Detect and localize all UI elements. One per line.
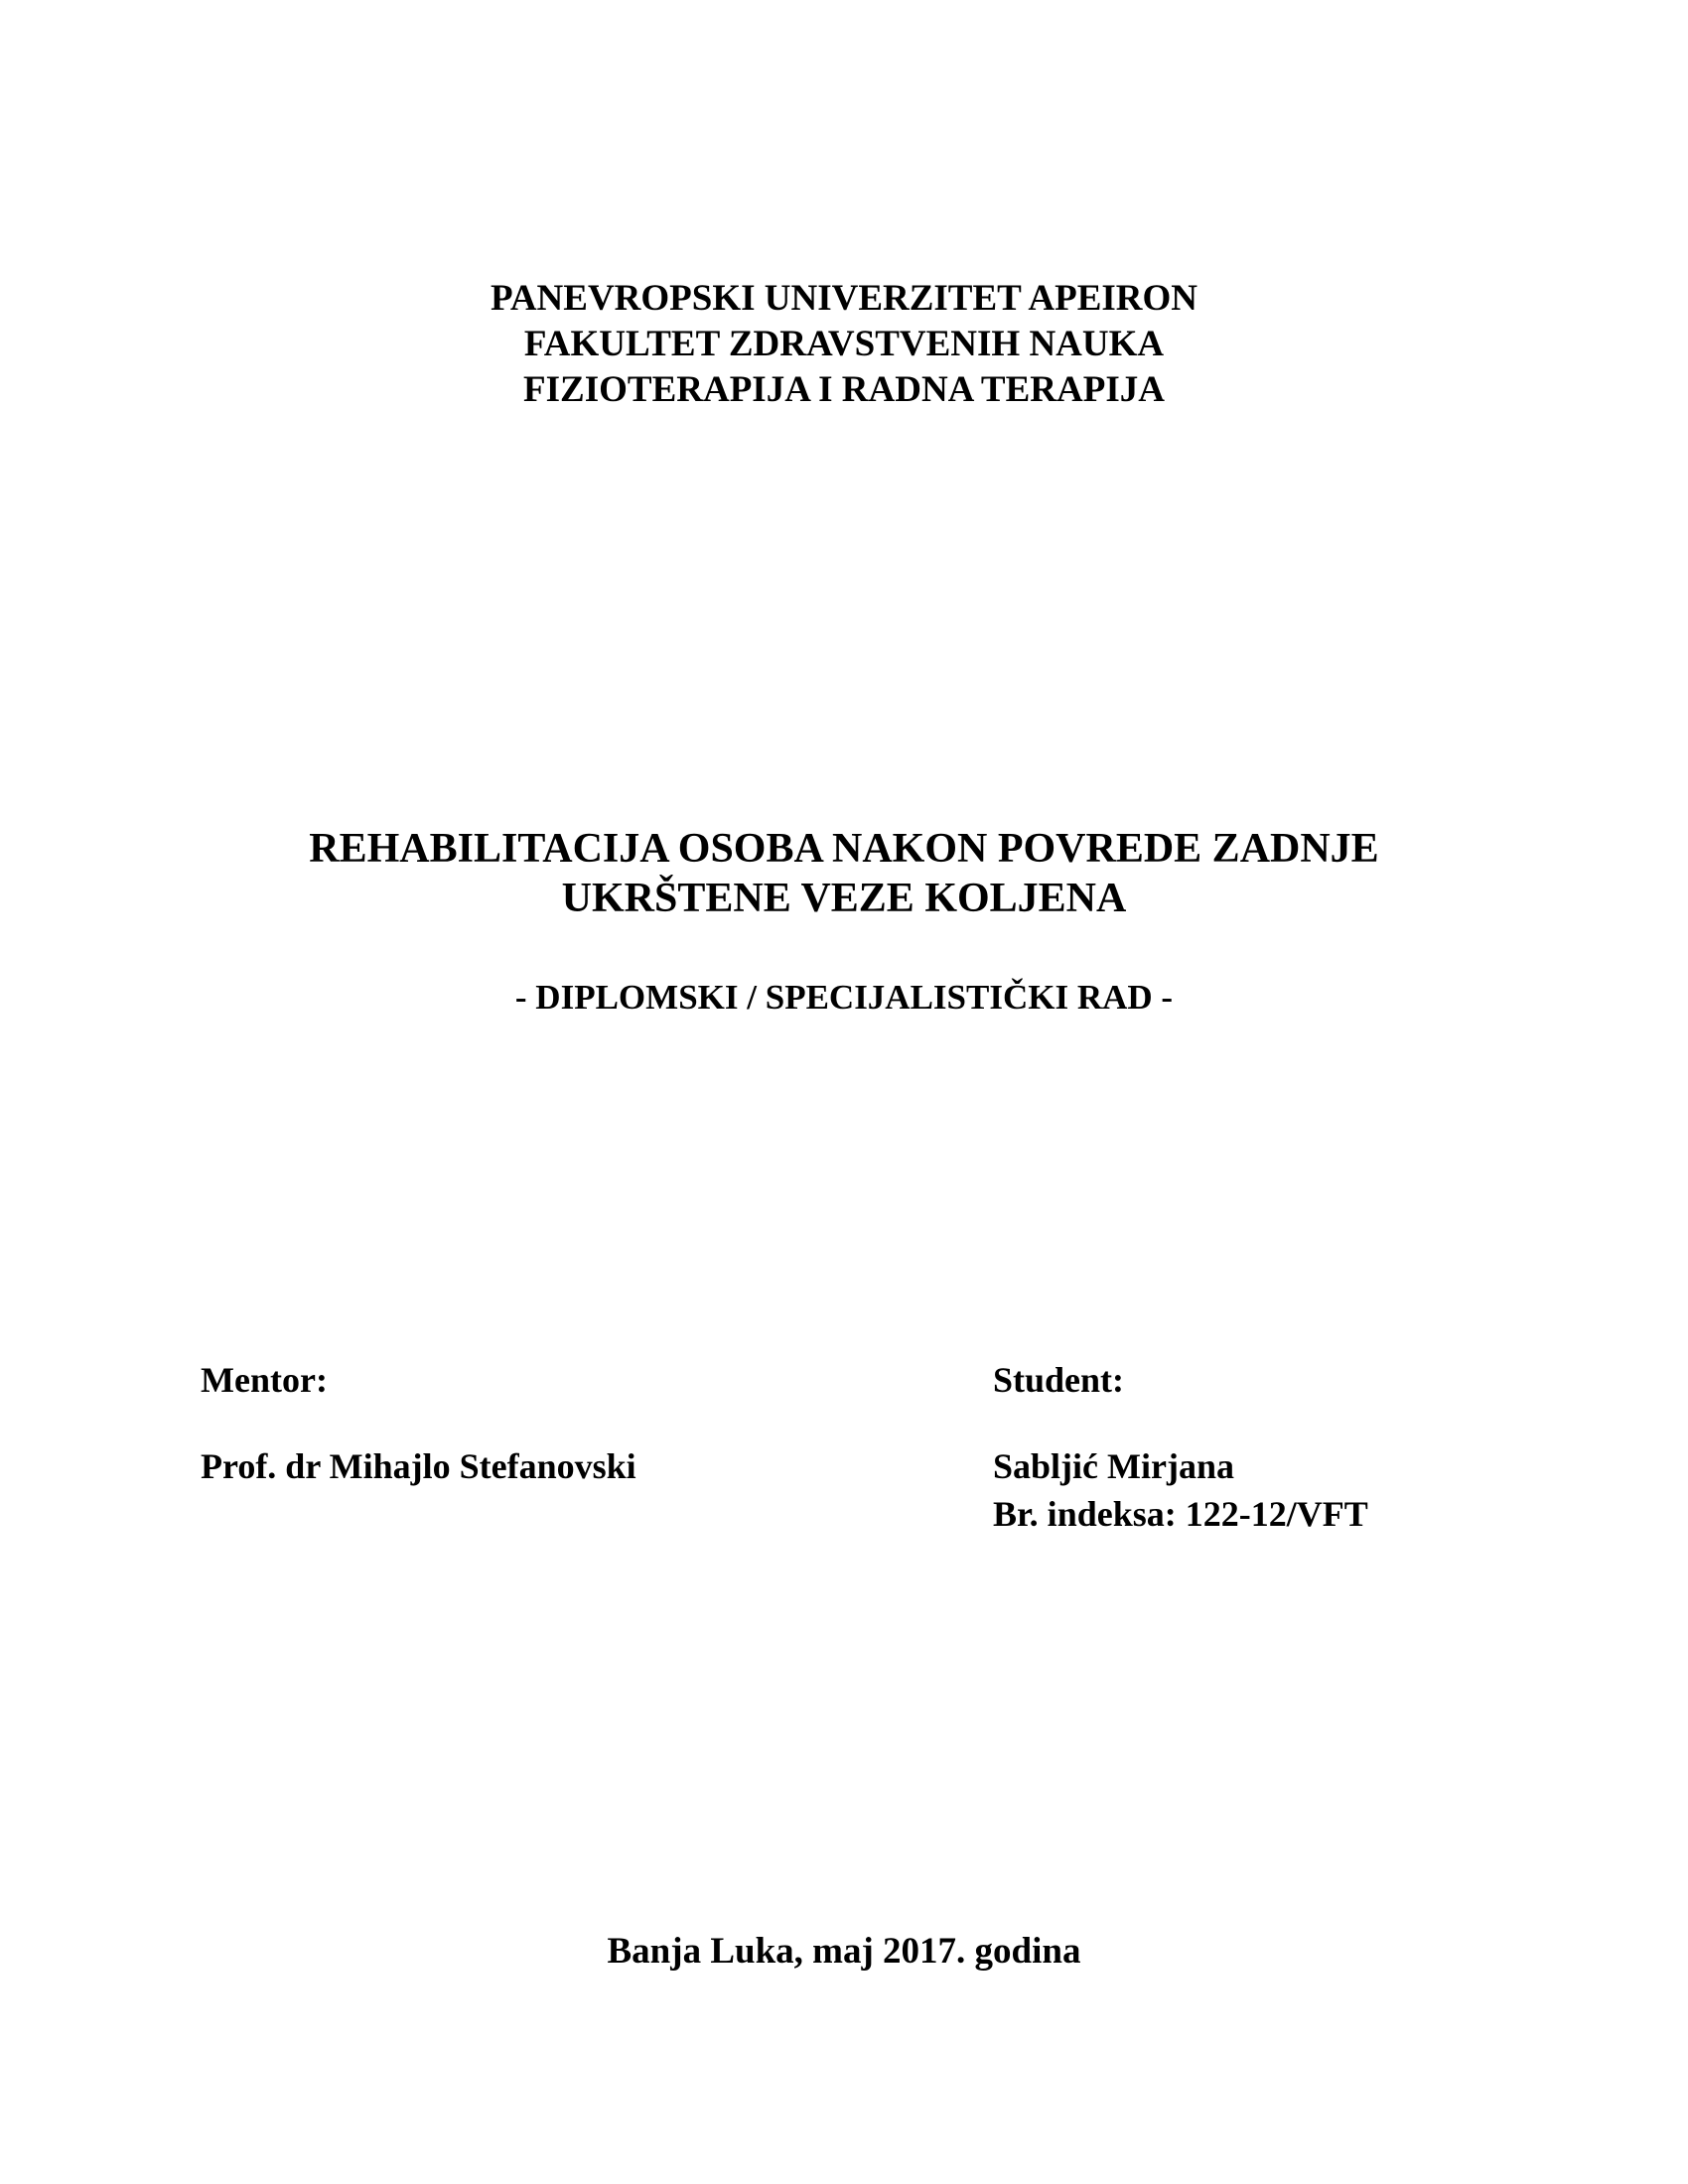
student-name: Sabljić Mirjana xyxy=(993,1446,1234,1486)
place-and-date: Banja Luka, maj 2017. godina xyxy=(607,1931,1081,1972)
student-label: Student: xyxy=(993,1360,1125,1400)
student-index: Br. indeksa: 122-12/VFT xyxy=(993,1494,1368,1534)
thesis-title-line-2: UKRŠTENE VEZE KOLJENA xyxy=(561,876,1127,921)
mentor-name: Prof. dr Mihajlo Stefanovski xyxy=(201,1446,636,1486)
thesis-type: - DIPLOMSKI / SPECIJALISTIČKI RAD - xyxy=(514,978,1174,1017)
institution-header xyxy=(0,276,1688,413)
faculty-name: FAKULTET ZDRAVSTVENIH NAUKA xyxy=(523,324,1165,364)
thesis-title-line-1: REHABILITACIJA OSOBA NAKON POVREDE ZADNJE xyxy=(309,826,1379,872)
mentor-label: Mentor: xyxy=(201,1360,328,1400)
program-name: FIZIOTERAPIJA I RADNA TERAPIJA xyxy=(523,369,1165,410)
thesis-title xyxy=(0,824,1688,923)
university-name: PANEVROPSKI UNIVERZITET APEIRON xyxy=(490,278,1198,319)
